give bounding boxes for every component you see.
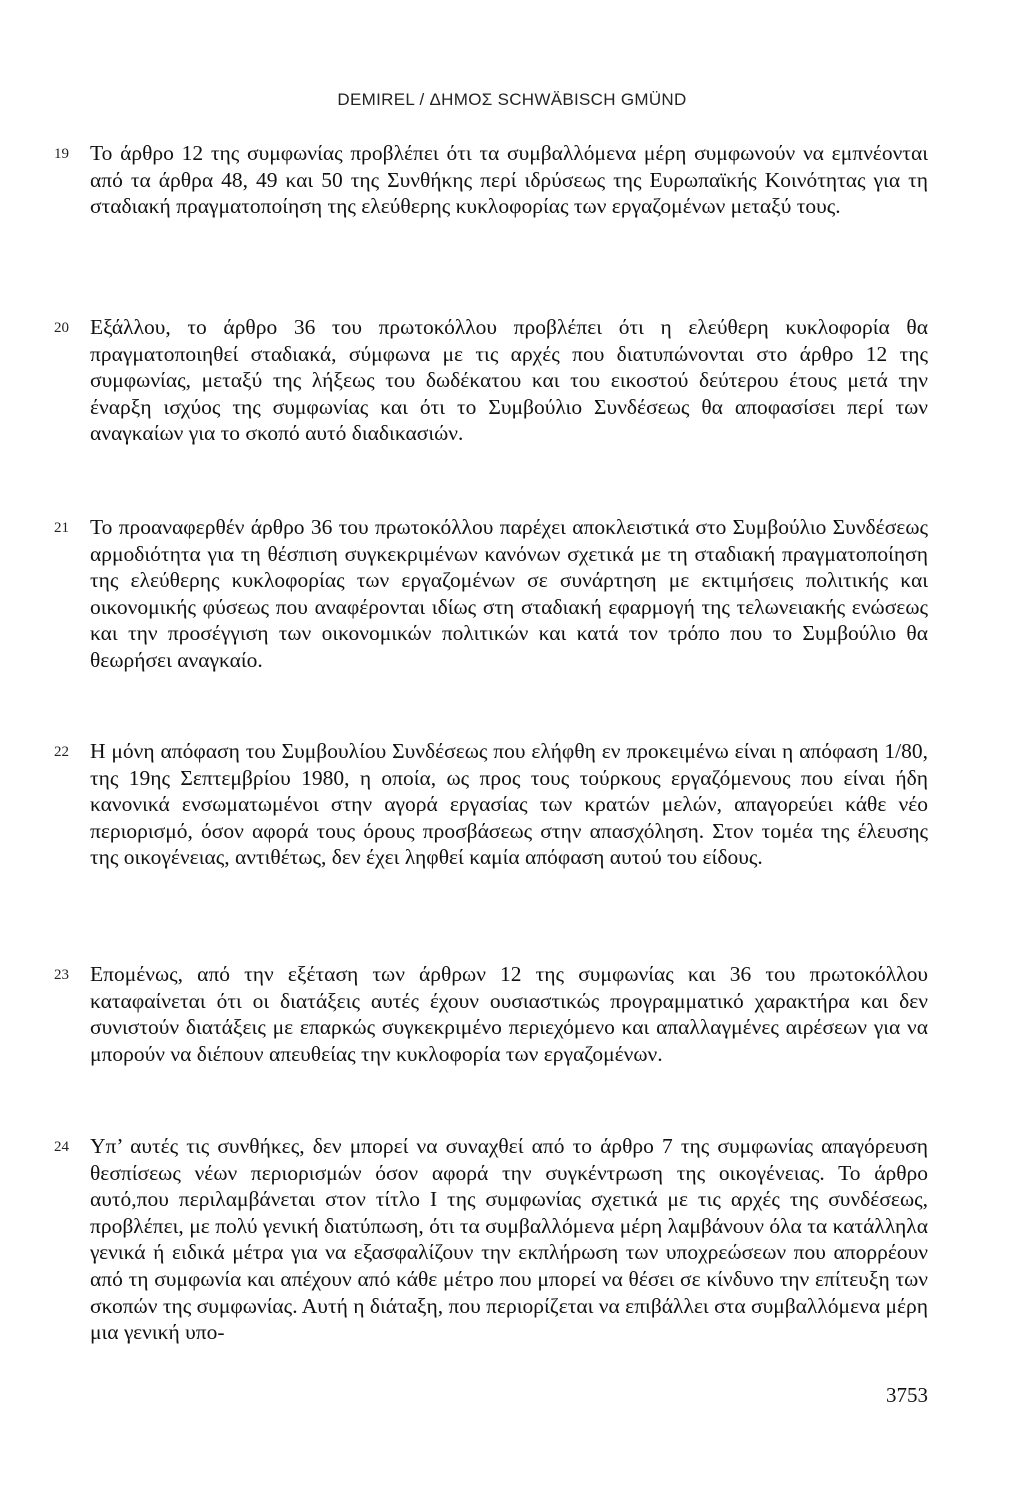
paragraph-text: Υπ’ αυτές τις συνθήκες, δεν μπορεί να συναχθεί από το άρθρο 7 της συμφωνίας απαγόρευση θεσπίσεως νέων περιορισμών όσον αφορά την συγκέντρωση της οικογένειας. Το άρθρο αυτό,που περιλαμβάνεται στον τίτλο Ι της συμφωνίας σχετικά με τις αρχές της συνδέσεως, προβλέπει, με πολύ γενική διατύπωση, ότι τα συμβαλλόμενα μέρη λαμβάνουν όλα τα κατάλληλα γενικά ή ειδικά μέτρα για να εξασφαλίζουν την εκπλήρωση των υποχρεώσεων που απορρέουν από τη συμφωνία και απέχουν από κάθε μέτρο που μπορεί να θέσει σε κίνδυνο την επίτευξη των σκοπών της συμφωνίας. Αυτή η διάταξη, που περιορίζεται να επιβάλλει στα συμβαλλόμενα μέρη μια γενική υπο- — [90, 1134, 928, 1345]
paragraph-number: 23 — [54, 967, 69, 983]
paragraph-text: Το άρθρο 12 της συμφωνίας προβλέπει ότι τα συμβαλλόμενα μέρη συμφωνούν να εμπνέονται από τα άρθρα 48, 49 και 50 της Συνθήκης περί ιδρύσεως της Ευρωπαϊκής Κοινότητας για τη σταδιακή πραγματοποίηση της ελεύθερης κυκλοφορίας των εργαζομένων μεταξύ τους. — [90, 141, 928, 219]
paragraph-text: Η μόνη απόφαση του Συμβουλίου Συνδέσεως που ελήφθη εν προκειμένω είναι η απόφαση 1/80, της 19ης Σεπτεμβρίου 1980, η οποία, ως προς τους τούρκους εργαζόμενους που είναι ήδη κανονικά ενσωματωμένοι στην αγορά εργασίας των κρατών μελών, απαγορεύει κάθε νέο περιορισμό, όσον αφορά τους όρους προσβάσεως στην απασχόληση. Στον τομέα της έλευσης της οικογένειας, αντιθέτως, δεν έχει ληφθεί καμία απόφαση αυτού του είδους. — [90, 739, 928, 870]
page-number: 3753 — [886, 1383, 928, 1407]
paragraph-number: 21 — [54, 520, 69, 536]
paragraph-number: 24 — [54, 1139, 69, 1155]
paragraph-number: 20 — [54, 320, 69, 336]
paragraph-number: 19 — [54, 146, 69, 162]
paragraph-number: 22 — [54, 744, 69, 760]
paragraph-text: Το προαναφερθέν άρθρο 36 του πρωτοκόλλου παρέχει αποκλειστικά στο Συμβούλιο Συνδέσεως αρμοδιότητα για τη θέσπιση συγκεκριμένων κανόνων σχετικά με τη σταδιακή πραγματοποίηση της ελεύθερης κυκλοφορίας των εργαζομένων σε συνάρτηση με εκτιμήσεις πολιτικής και οικονομικής φύσεως που αναφέρονται ιδίως στη σταδιακή εφαρμογή της τελωνειακής ενώσεως και την προσέγγιση των οικονομικών πολιτικών και κατά τον τρόπο που το Συμβούλιο θα θεωρήσει αναγκαίο. — [90, 515, 928, 672]
paragraph-text: Επομένως, από την εξέταση των άρθρων 12 της συμφωνίας και 36 του πρωτοκόλλου καταφαίνεται ότι οι διατάξεις αυτές έχουν ουσιαστικώς προγραμματικό χαρακτήρα και δεν συνιστούν διατάξεις με επαρκώς συγκεκριμένο περιεχόμενο και απαλλαγμένες αιρέσεων για να μπορούν να διέπουν απευθείας την κυκλοφορία των εργαζομένων. — [90, 962, 928, 1066]
running-header: DEMIREL / ΔΗΜΟΣ SCHWÄBISCH GMÜND — [337, 90, 687, 109]
paragraph-text: Εξάλλου, το άρθρο 36 του πρωτοκόλλου προβλέπει ότι η ελεύθερη κυκλοφορία θα πραγματοποιηθεί σταδιακά, σύμφωνα με τις αρχές που διατυπώνονται στο άρθρο 12 της συμφωνίας, μεταξύ της λήξεως του δωδέκατου και του εικοστού δεύτερου έτους μετά την έναρξη ισχύος της συμφωνίας και ότι το Συμβούλιο Συνδέσεως θα αποφασίσει περί των αναγκαίων για το σκοπό αυτό διαδικασιών. — [90, 315, 928, 446]
